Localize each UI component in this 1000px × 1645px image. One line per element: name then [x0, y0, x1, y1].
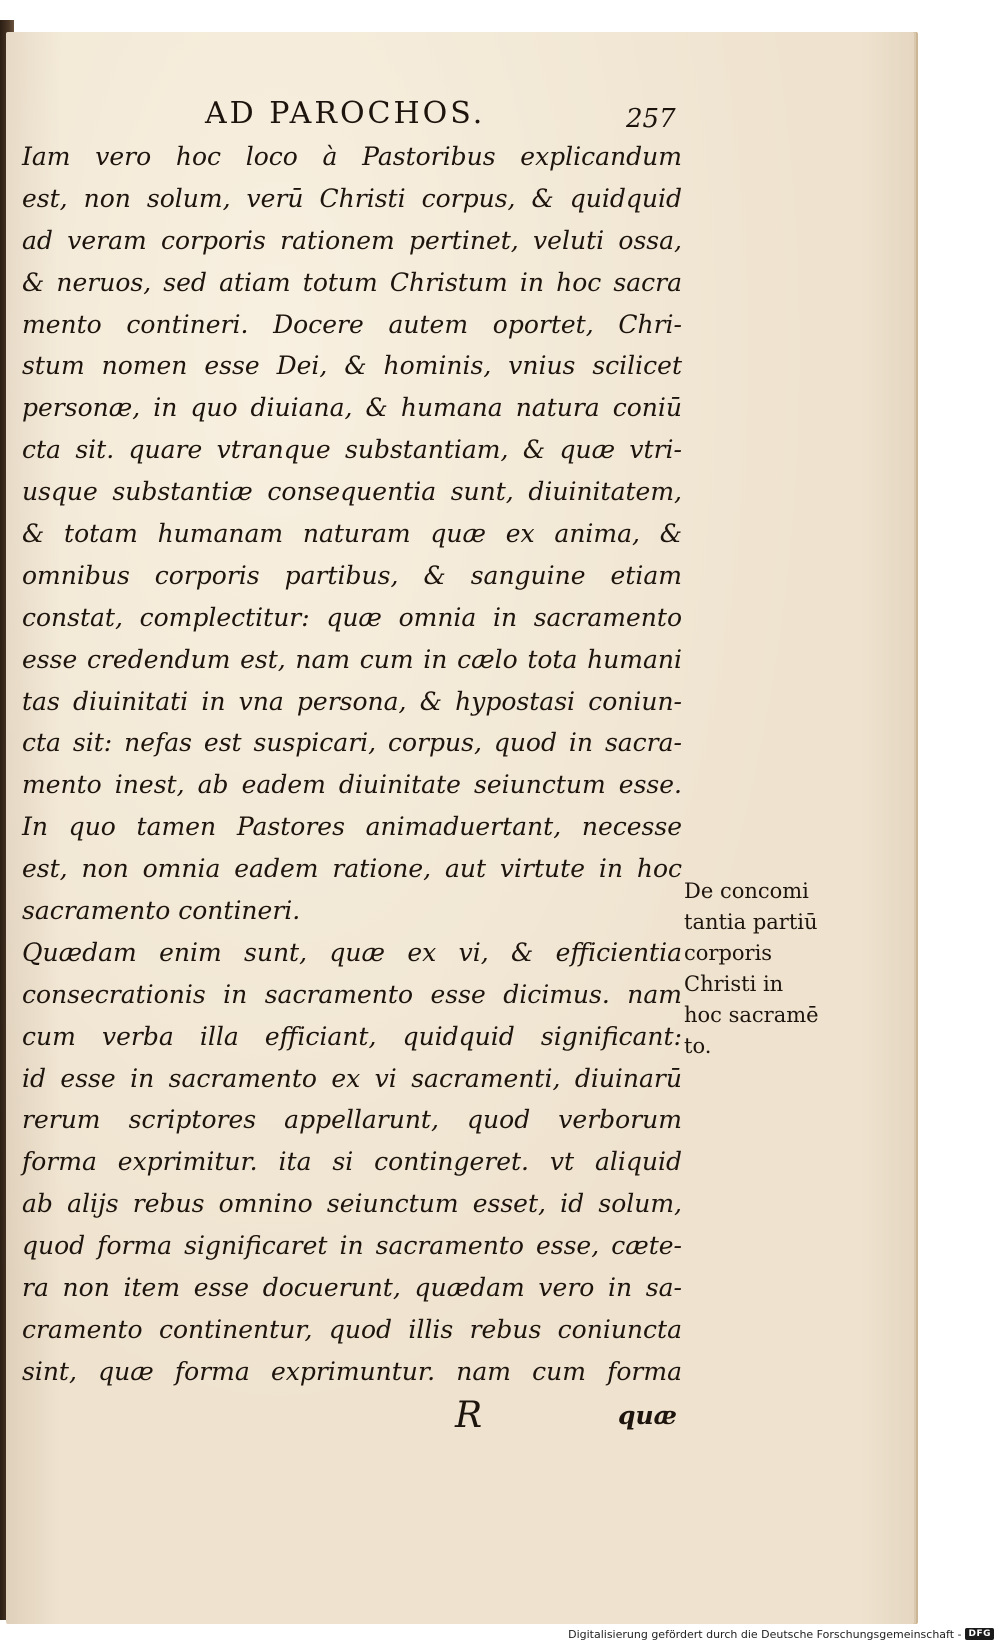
main-text-block	[22, 136, 682, 1393]
text-line: omnibus corporis partibus, & sanguine etiam	[22, 560, 682, 590]
footer-credit-text: Digitalisierung gefördert durch die Deutsche Forschungsgemeinschaft -	[568, 1627, 962, 1641]
marginal-note-line: Christi in	[684, 972, 784, 996]
text-line: personæ, in quo diuiana, & humana natura coniū	[22, 393, 682, 423]
marginal-note-line: tantia partiū	[684, 910, 818, 934]
text-line: tas diuinitati in vna persona, & hypostasi coniun-	[22, 686, 682, 716]
text-line: ad veram corporis rationem pertinet, veluti ossa,	[22, 225, 682, 255]
text-line: Iam vero hoc loco à Pastoribus explicandum	[22, 142, 682, 171]
marginal-note-line: De concomi	[684, 879, 809, 903]
text-line: esse credendum est, nam cum in cælo tota humani	[22, 644, 682, 674]
text-line: ab alijs rebus omnino seiunctum esset, id solum,	[22, 1189, 682, 1219]
dfg-logo: DFG	[965, 1628, 994, 1640]
marginal-note-line: corporis	[684, 941, 773, 965]
page-number: 257	[626, 104, 676, 134]
footer-credit	[568, 1626, 994, 1642]
text-line: sacramento contineri.	[22, 896, 301, 926]
text-line: est, non solum, verū Christi corpus, & quidquid	[22, 183, 682, 213]
text-line: cta sit. quare vtranque substantiam, & quæ vtri-	[22, 435, 682, 465]
text-line: & neruos, sed atiam totum Christum in hoc sacra	[22, 267, 682, 297]
marginal-note	[684, 876, 834, 1062]
text-line: mento contineri. Docere autem oportet, Chri-	[22, 309, 682, 339]
text-line: constat, complectitur: quæ omnia in sacramento	[22, 602, 682, 632]
text-line: cramento continentur, quod illis rebus coniuncta	[22, 1314, 682, 1344]
text-line: sint, quæ forma exprimuntur. nam cum forma	[22, 1356, 682, 1386]
signature-mark: R	[455, 1395, 483, 1436]
text-line: & totam humanam naturam quæ ex anima, &	[22, 519, 682, 549]
text-line: In quo tamen Pastores animaduertant, necesse	[22, 812, 682, 842]
text-line: id esse in sacramento ex vi sacramenti, diuinarū	[22, 1063, 682, 1093]
text-line: ra non item esse docuerunt, quædam vero in sa-	[22, 1273, 682, 1303]
text-line: rerum scriptores appellarunt, quod verborum	[22, 1105, 682, 1135]
text-line: stum nomen esse Dei, & hominis, vnius scilicet	[22, 351, 682, 381]
text-line: est, non omnia eadem ratione, aut virtute in hoc	[22, 854, 682, 884]
text-line: forma exprimitur. ita si contingeret. vt aliquid	[22, 1147, 682, 1177]
text-line: cum verba illa efficiant, quidquid significant:	[22, 1021, 682, 1051]
text-line: cta sit: nefas est suspicari, corpus, quod in sacra-	[22, 728, 682, 758]
catchword: quæ	[618, 1401, 677, 1430]
marginal-note-line: hoc sacramē	[684, 1003, 819, 1027]
text-line: consecrationis in sacramento esse dicimus. nam	[22, 979, 682, 1009]
text-line: mento inest, ab eadem diuinitate seiunctum esse.	[22, 770, 682, 800]
text-line: usque substantiæ consequentia sunt, diuinitatem,	[22, 477, 682, 507]
text-line: Quædam enim sunt, quæ ex vi, & efficientia	[22, 937, 682, 967]
running-head: AD PAROCHOS.	[205, 96, 486, 131]
marginal-note-line: to.	[684, 1034, 712, 1058]
text-line: quod forma significaret in sacramento esse, cæte-	[22, 1231, 682, 1261]
